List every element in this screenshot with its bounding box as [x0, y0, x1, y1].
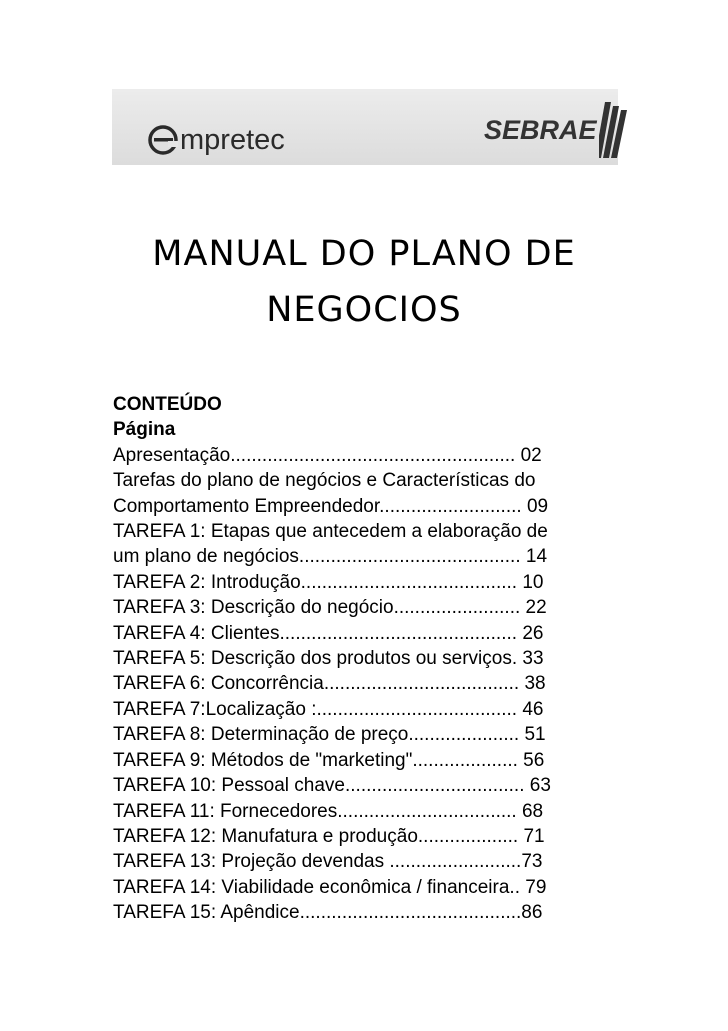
toc-entry: TAREFA 13: Projeção devendas .........................73: [113, 851, 543, 873]
empretec-logo-text: mpretec: [180, 123, 285, 156]
toc-entry: TAREFA 5: Descrição dos produtos ou serviços. 33: [113, 648, 544, 670]
toc-entry: Comportamento Empreendedor........................... 09: [113, 495, 549, 517]
toc-entry: TAREFA 1: Etapas que antecedem a elaboração de: [113, 521, 548, 543]
toc-entry: TAREFA 3: Descrição do negócio........................ 22: [113, 597, 547, 619]
empretec-logo: [148, 120, 285, 160]
toc-entry: TAREFA 9: Métodos de "marketing".................... 56: [113, 749, 545, 771]
toc-page-label: Página: [113, 419, 176, 441]
toc-entry: um plano de negócios.......................................... 14: [113, 546, 548, 568]
toc-entry: TAREFA 4: Clientes............................................. 26: [113, 622, 544, 644]
toc-heading: CONTEÚDO: [113, 394, 222, 415]
toc-entry: TAREFA 15: Apêndice..........................................86: [113, 902, 543, 924]
sebrae-logo: [484, 100, 637, 160]
sebrae-bars-icon: [599, 102, 637, 158]
document-title: [112, 226, 616, 338]
table-of-contents: [113, 392, 619, 926]
toc-entry: TAREFA 8: Determinação de preço..................... 51: [113, 724, 546, 746]
toc-entry: TAREFA 2: Introdução......................................... 10: [113, 571, 544, 593]
empretec-e-icon: [148, 125, 178, 155]
sebrae-logo-text: SEBRAE: [484, 114, 597, 145]
toc-entry: Tarefas do plano de negócios e Características do: [113, 470, 536, 492]
toc-entry: TAREFA 14: Viabilidade econômica / financeira.. 79: [113, 876, 547, 898]
toc-entry: TAREFA 7:Localização :...................................... 46: [113, 698, 544, 720]
toc-entry: Apresentação...................................................... 02: [113, 444, 542, 466]
toc-entry: TAREFA 6: Concorrência..................................... 38: [113, 673, 546, 695]
toc-entry: TAREFA 11: Fornecedores.................................. 68: [113, 800, 544, 822]
title-line-1: MANUAL DO PLANO DE: [152, 234, 576, 274]
toc-entry: TAREFA 12: Manufatura e produção................... 71: [113, 825, 545, 847]
title-line-2: NEGOCIOS: [266, 290, 462, 330]
toc-entry: TAREFA 10: Pessoal chave.................................. 63: [113, 775, 551, 797]
